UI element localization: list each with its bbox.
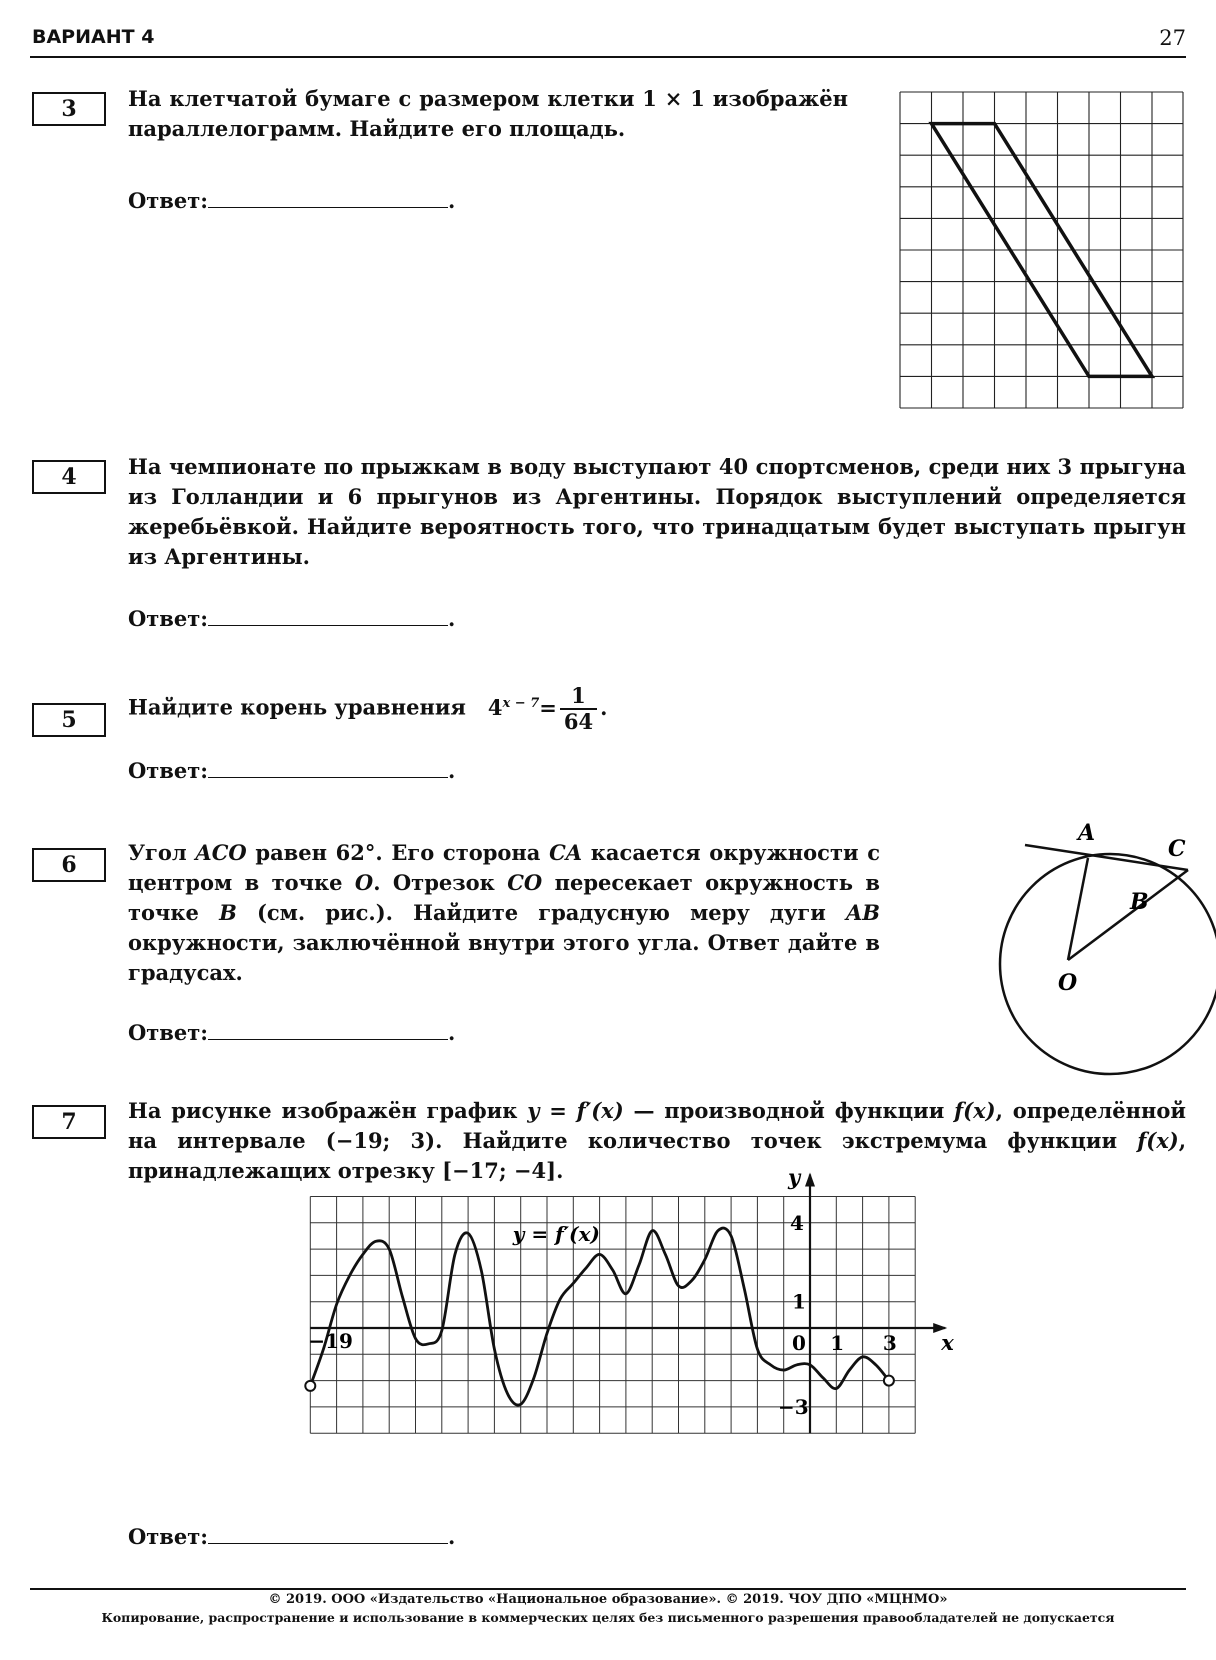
- tangent-line: [1025, 845, 1188, 870]
- answer-line[interactable]: [208, 759, 448, 778]
- open-endpoint-left: [305, 1381, 315, 1391]
- answer-line[interactable]: [208, 189, 448, 208]
- task-6-number: 6: [32, 848, 106, 882]
- curve-label: y = f′(x): [512, 1222, 600, 1247]
- copyright-line: © 2019. ООО «Издательство «Национальное образование». © 2019. ЧОУ ДПО «МЦНМО»: [268, 1592, 948, 1607]
- header-divider: [30, 56, 1186, 58]
- answer-label: Ответ:: [128, 606, 209, 631]
- answer-line[interactable]: [208, 607, 448, 626]
- circle: [1000, 854, 1216, 1074]
- answer-label: Ответ:: [128, 758, 209, 783]
- answer-label: Ответ:: [128, 1524, 209, 1549]
- page-number: 27: [1159, 26, 1186, 50]
- task-3-number: 3: [32, 92, 106, 126]
- open-endpoint-right: [884, 1376, 894, 1386]
- footer-divider: [30, 1588, 1186, 1590]
- task-4-number: 4: [32, 460, 106, 494]
- task-5-text: Найдите корень уравнения $4^{x - 7}=$ $\frac{1}{64}$ .: [128, 683, 608, 734]
- fraction: $\frac{1}{64}$: [560, 684, 597, 734]
- label-B: B: [1130, 889, 1149, 915]
- label-C: C: [1168, 836, 1186, 862]
- task-6-answer[interactable]: Ответ: .: [128, 1020, 456, 1045]
- tick-label-y1: 1: [792, 1289, 806, 1314]
- tick-label-x3: 3: [882, 1331, 897, 1355]
- answer-line[interactable]: [208, 1021, 448, 1040]
- task-7-number: 7: [32, 1105, 106, 1139]
- task-6-text: Угол ACO равен 62°. Его сторона CA касается окружности с центром в точке O. Отрезок CO пересекает окружность в точке B (см. рис.). Найдите градусную меру дуги AB окружности, заключённой внутри этого угла. Ответ дайте в градусах.: [128, 840, 881, 985]
- graph-grid: [310, 1197, 915, 1434]
- task-4-answer[interactable]: Ответ: .: [128, 606, 456, 631]
- tick-label-minus19: −19: [308, 1329, 353, 1353]
- copyright-notice: Копирование, распространение и использование в коммерческих целях без письменного разрешения правообладателей не допускается: [101, 1610, 1115, 1625]
- segment-OA: [1068, 858, 1088, 960]
- answer-label: Ответ:: [128, 188, 209, 213]
- label-O: O: [1058, 970, 1078, 996]
- y-axis-label: y: [788, 1164, 801, 1190]
- task-7-text: На рисунке изображён график y = f′(x) — производной функции f(x), определённой на интервале (−19; 3). Найдите количество точек экстремума функции f(x), принадлежащих отрезку [−17; −4].: [128, 1098, 1186, 1183]
- tick-label-x1: 1: [830, 1331, 845, 1355]
- tick-label-yminus3: −3: [778, 1394, 809, 1419]
- equation: $4^{x - 7}=$ $\frac{1}{64}$ .: [487, 683, 608, 734]
- task-3-grid-figure: [896, 90, 1186, 410]
- task-5-number: 5: [32, 703, 106, 737]
- segment-OC: [1068, 870, 1188, 960]
- answer-label: Ответ:: [128, 1020, 209, 1045]
- tick-label-y4: 4: [790, 1210, 804, 1235]
- task-7-answer[interactable]: Ответ: .: [128, 1524, 456, 1549]
- task-4-text: На чемпионате по прыжкам в воду выступают 40 спортсменов, среди них 3 прыгуна из Голландии и 6 прыгунов из Аргентины. Порядок выступлений определяется жеребьёвкой. Найдите вероятность того, что тринадцатым будет выступать прыгун из Аргентины.: [128, 454, 1186, 569]
- task-5-answer[interactable]: Ответ: .: [128, 758, 456, 783]
- task-3-answer[interactable]: Ответ: .: [128, 188, 456, 213]
- x-axis-label: x: [941, 1330, 954, 1355]
- tick-label-0: 0: [792, 1331, 806, 1355]
- task-7-graph: [308, 1164, 1010, 1520]
- answer-line[interactable]: [208, 1525, 448, 1544]
- variant-title: ВАРИАНТ 4: [32, 26, 155, 48]
- task-6-circle-figure: [1010, 820, 1210, 1080]
- task-3-text: На клетчатой бумаге с размером клетки 1 × 1 изображён параллелограмм. Найдите его площадь.: [128, 86, 848, 141]
- label-A: A: [1078, 820, 1096, 846]
